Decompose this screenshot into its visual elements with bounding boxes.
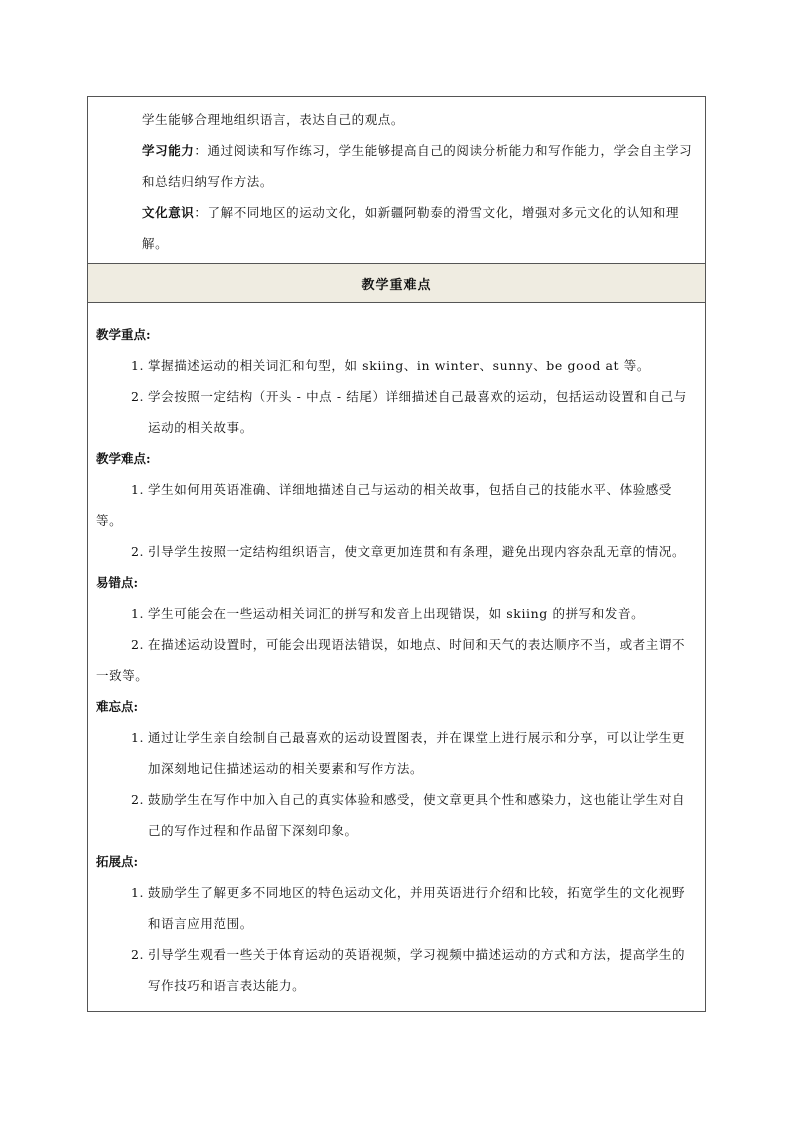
list-item-number: 1. xyxy=(131,482,145,497)
list-item-number: 2. xyxy=(131,637,145,652)
list-item-number: 2. xyxy=(131,389,145,404)
list-item-text: 掌握描述运动的相关词汇和句型，如 skiing、in winter、sunny、be good at 等。 xyxy=(148,358,650,373)
list-item xyxy=(96,350,697,381)
list-item-text: 学会按照一定结构（开头 - 中点 - 结尾）详细描述自己最喜欢的运动，包括运动设置和自己与运动的相关故事。 xyxy=(148,389,687,435)
section-header-title: 教学重难点 xyxy=(361,277,432,293)
section-title-error-prone: 易错点: xyxy=(96,575,139,590)
list-item-text: 引导学生按照一定结构组织语言，使文章更加连贯和有条理，避免出现内容杂乱无章的情况。 xyxy=(148,544,686,559)
section-title-difficulties: 教学难点: xyxy=(96,451,151,466)
section-title-extension: 拓展点: xyxy=(96,854,139,869)
list-item xyxy=(96,784,697,846)
cultural-awareness-label: 文化意识 xyxy=(142,205,195,220)
lesson-plan-table xyxy=(87,96,706,1012)
section-header xyxy=(88,264,705,303)
section-title-memorable: 难忘点: xyxy=(96,699,139,714)
objective-cultural-awareness xyxy=(142,197,697,259)
list-item xyxy=(96,474,697,536)
list-item-text: 通过让学生亲自绘制自己最喜欢的运动设置图表，并在课堂上进行展示和分享，可以让学生更加深刻地记住描述运动的相关要素和写作方法。 xyxy=(148,730,686,776)
list-item-text: 学生如何用英语准确、详细地描述自己与运动的相关故事，包括自己的技能水平、体验感受等。 xyxy=(96,482,673,528)
list-item xyxy=(96,536,697,567)
list-item-number: 1. xyxy=(131,730,145,745)
list-item-number: 1. xyxy=(131,358,145,373)
learning-ability-text: ：通过阅读和写作练习，学生能够提高自己的阅读分析能力和写作能力，学会自主学习和总结归纳写作方法。 xyxy=(142,143,693,189)
section-title-key-points: 教学重点: xyxy=(96,327,151,342)
list-item-number: 2. xyxy=(131,947,145,962)
list-item-text: 引导学生观看一些关于体育运动的英语视频，学习视频中描述运动的方式和方法，提高学生的写作技巧和语言表达能力。 xyxy=(148,947,686,993)
objectives-cell xyxy=(88,97,705,264)
list-item-text: 学生可能会在一些运动相关词汇的拼写和发音上出现错误，如 skiing 的拼写和发音。 xyxy=(148,606,645,621)
list-item xyxy=(96,939,697,1001)
list-item-text: 在描述运动设置时，可能会出现语法错误，如地点、时间和天气的表达顺序不当，或者主谓不一致等。 xyxy=(96,637,686,683)
cultural-awareness-text: ：了解不同地区的运动文化，如新疆阿勒泰的滑雪文化，增强对多元文化的认知和理解。 xyxy=(142,205,680,251)
list-item-number: 2. xyxy=(131,544,145,559)
list-item-number: 1. xyxy=(131,885,145,900)
list-item xyxy=(96,629,697,691)
list-item xyxy=(96,598,697,629)
learning-ability-label: 学习能力 xyxy=(142,143,195,158)
list-item-text: 鼓励学生在写作中加入自己的真实体验和感受，使文章更具个性和感染力，这也能让学生对自己的写作过程和作品留下深刻印象。 xyxy=(148,792,686,838)
key-points-cell xyxy=(88,303,705,1011)
objective-learning-ability xyxy=(142,135,697,197)
list-item xyxy=(96,722,697,784)
list-item xyxy=(96,381,697,443)
list-item-text: 鼓励学生了解更多不同地区的特色运动文化，并用英语进行介绍和比较，拓宽学生的文化视野和语言应用范围。 xyxy=(148,885,686,931)
list-item-number: 2. xyxy=(131,792,145,807)
list-item xyxy=(96,877,697,939)
list-item-number: 1. xyxy=(131,606,145,621)
objective-language-line: 学生能够合理地组织语言，表达自己的观点。 xyxy=(142,112,405,127)
